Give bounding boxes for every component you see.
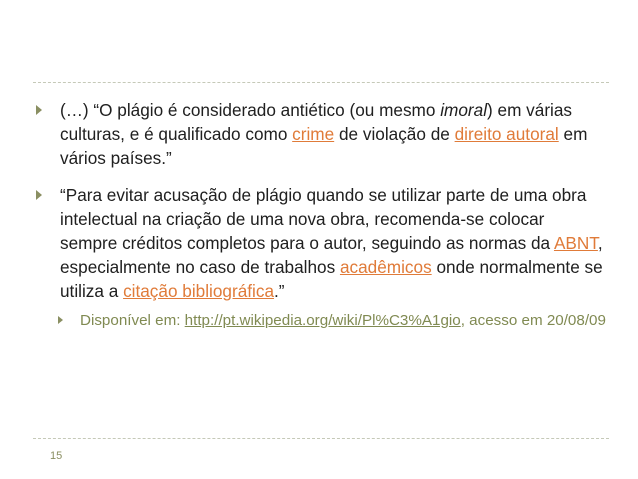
source-access-date: , acesso em 20/08/09	[460, 312, 606, 329]
link-crime[interactable]: crime	[292, 124, 335, 144]
bullet-text: onde normalmente se utiliza a	[60, 257, 603, 301]
bullet-text: em vários países.”	[60, 124, 588, 168]
sub-bullet-source	[36, 310, 606, 332]
link-abnt[interactable]: ABNT	[553, 233, 598, 253]
sub-bullet-arrow-icon	[58, 316, 63, 324]
bullet-quote-abnt	[36, 183, 606, 303]
bottom-divider	[33, 438, 609, 439]
bullet-text: de violação de	[334, 124, 455, 144]
emphasis-text: imoral	[440, 100, 488, 120]
bullet-text: .”	[274, 281, 285, 301]
link-citacao-bibliografica[interactable]: citação bibliográfica	[123, 281, 275, 301]
bullet-text: ) em várias culturas, e é qualificado como	[60, 100, 573, 144]
bullet-text: (…) “O plágio é considerado antiético (ou mesmo	[60, 100, 441, 120]
bullet-arrow-icon	[36, 105, 42, 115]
bullet-text: “Para evitar acusação de plágio quando se utilizar parte de uma obra intelectual na criação de uma nova obra, recomenda-se colocar sempre créditos completos para o autor, seguindo as normas da	[60, 185, 587, 253]
bullet-text: , especialmente no caso de trabalhos	[60, 233, 603, 277]
bullet-arrow-icon	[36, 190, 42, 200]
top-divider	[33, 82, 609, 83]
source-url-link[interactable]: http://pt.wikipedia.org/wiki/Pl%C3%A1gio	[184, 312, 461, 329]
link-direito-autoral[interactable]: direito autoral	[454, 124, 559, 144]
link-academicos[interactable]: acadêmicos	[339, 257, 432, 277]
page-number: 15	[50, 450, 63, 462]
bullet-quote-plagio	[36, 98, 606, 170]
slide-content	[36, 98, 606, 332]
source-label: Disponível em:	[80, 312, 185, 329]
